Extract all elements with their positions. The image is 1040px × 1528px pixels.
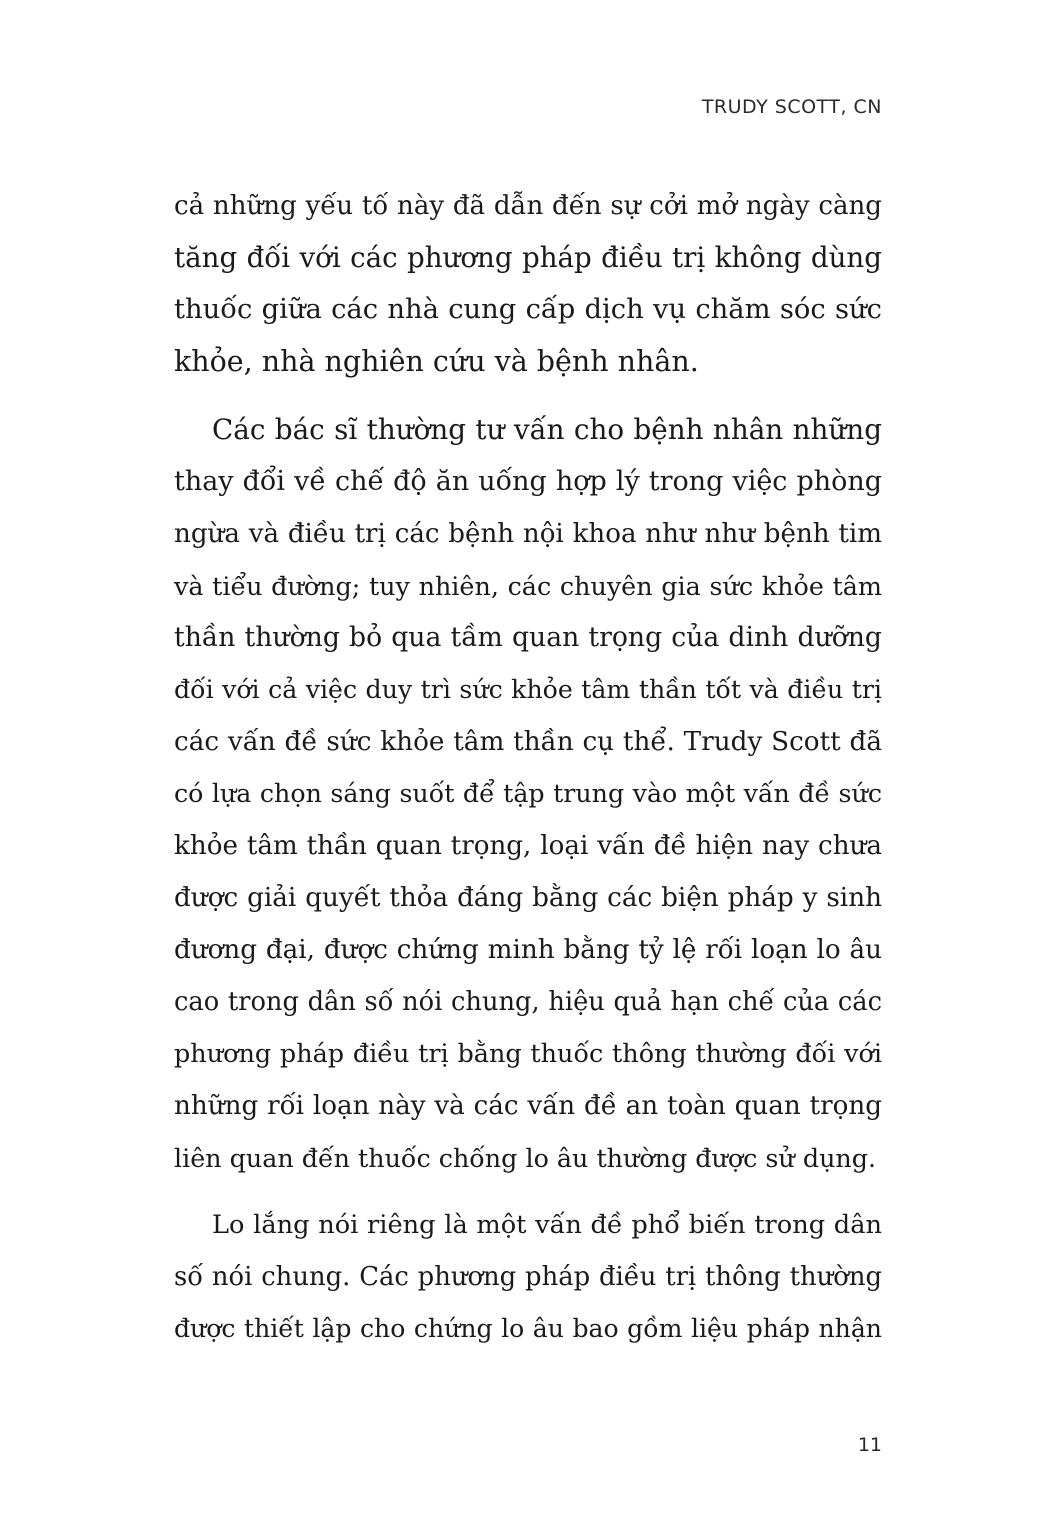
text-line: đối với cả việc duy trì sức khỏe tâm thần tốt và điều trị: [174, 675, 882, 704]
text-line: cả những yếu tố này đã dẫn đến sự cởi mở ngày càng: [174, 191, 882, 221]
text-line: cao trong dân số nói chung, hiệu quả hạn chế của các: [174, 987, 882, 1017]
paragraph-1: [174, 180, 882, 388]
text-line: và tiểu đường; tuy nhiên, các chuyên gia sức khỏe tâm: [174, 571, 882, 601]
text-line: được giải quyết thỏa đáng bằng các biện pháp y sinh: [174, 883, 882, 913]
text-line: phương pháp điều trị bằng thuốc thông thường đối với: [174, 1039, 882, 1069]
text-line: các vấn đề sức khỏe tâm thần cụ thể. Trudy Scott đã: [174, 727, 882, 757]
text-line: khỏe, nhà nghiên cứu và bệnh nhân.: [174, 345, 699, 378]
text-line: ngừa và điều trị các bệnh nội khoa như như bệnh tim: [174, 519, 882, 549]
text-line: thần thường bỏ qua tầm quan trọng của dinh dưỡng: [174, 622, 882, 653]
running-header: TRUDY SCOTT, CN: [701, 96, 882, 118]
text-line: thuốc giữa các nhà cung cấp dịch vụ chăm sóc sức: [174, 294, 882, 325]
text-line: số nói chung. Các phương pháp điều trị thông thường: [174, 1262, 882, 1292]
text-line: liên quan đến thuốc chống lo âu thường được sử dụng.: [174, 1143, 877, 1173]
text-line: những rối loạn này và các vấn đề an toàn quan trọng: [174, 1091, 882, 1121]
page-number: 11: [857, 1434, 882, 1456]
text-line: tăng đối với các phương pháp điều trị không dùng: [174, 241, 882, 274]
text-line: thay đổi về chế độ ăn uống hợp lý trong việc phòng: [174, 466, 882, 497]
text-line: đương đại, được chứng minh bằng tỷ lệ rối loạn lo âu: [174, 935, 882, 965]
paragraph-2: [174, 404, 882, 1184]
text-line: được thiết lập cho chứng lo âu bao gồm liệu pháp nhận: [174, 1314, 882, 1343]
text-line: Các bác sĩ thường tư vấn cho bệnh nhân những: [212, 413, 882, 446]
text-line: Lo lắng nói riêng là một vấn đề phổ biến trong dân: [212, 1210, 882, 1240]
paragraph-3: [174, 1199, 882, 1355]
text-line: khỏe tâm thần quan trọng, loại vấn đề hiện nay chưa: [174, 831, 882, 861]
text-line: có lựa chọn sáng suốt để tập trung vào một vấn đề sức: [174, 779, 882, 808]
